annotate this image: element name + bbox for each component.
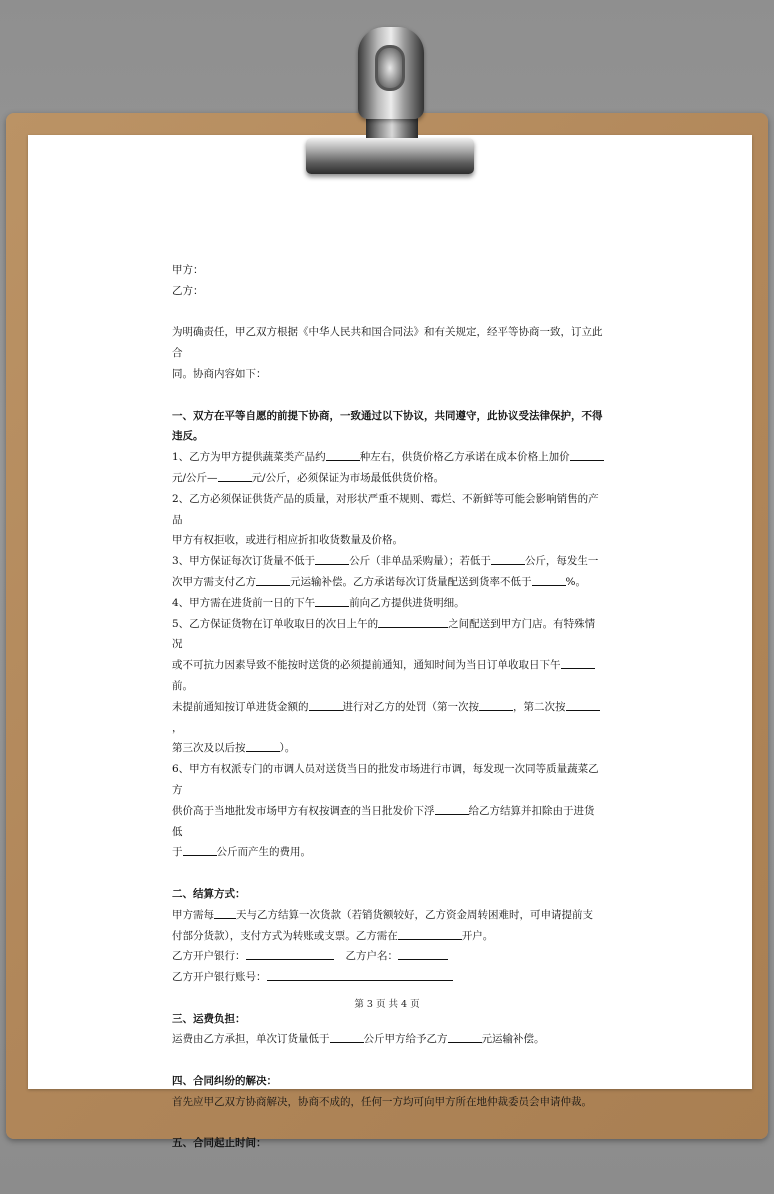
- party-a-line: 甲方：: [172, 264, 204, 276]
- section-1-title: 一、双方在平等自愿的前提下协商，一致通过以下协议，共同遵守，此协议受法律保护，不得: [172, 409, 603, 422]
- clause-2-cont: 甲方有权拒收，或进行相应折扣收货数量及价格。: [172, 534, 403, 547]
- preamble-line: 同。协商内容如下：: [172, 367, 267, 380]
- clause-1: 1、乙方为甲方提供蔬菜类产品约 种左右，供货价格乙方承诺在成本价格上加价: [172, 447, 604, 468]
- clause-2: 2、乙方必须保证供货产品的质量，对形状严重不规则、霉烂、不新鲜等可能会影响销售的产品: [172, 492, 599, 526]
- clause-3-cont: 次甲方需支付乙方 元运输补偿。乙方承诺每次订货量配送到货率不低于 %。: [172, 572, 604, 593]
- bank-line: 乙方开户银行： 乙方户名：: [172, 946, 604, 967]
- clause-6-cont: 于 公斤而产生的费用。: [172, 842, 604, 863]
- clause-6: 6、甲方有权派专门的市调人员对送货当日的批发市场进行市调，每发现一次同等质量蔬菜乙方: [172, 763, 599, 796]
- watermark: [91, 462, 126, 497]
- clause-5: 5、乙方保证货物在订单收取日的次日上午的 之间配送到甲方门店。有特殊情况: [172, 614, 604, 656]
- section-1-title: 违反。: [172, 430, 204, 443]
- section-2-title: 二、结算方式：: [172, 887, 246, 900]
- settlement-line: 付部分货款），支付方式为转账或支票。乙方需在 开户。: [172, 926, 604, 947]
- section-5-title: 五、合同起止时间：: [172, 1137, 267, 1150]
- clause-4: 4、甲方需在进货前一日的下午 前向乙方提供进货明细。: [172, 593, 604, 614]
- section-4-title: 四、合同纠纷的解决：: [172, 1075, 277, 1088]
- preamble-line: 为明确责任，甲乙双方根据《中华人民共和国合同法》和有关规定，经平等协商一致，订立此合: [172, 326, 603, 360]
- clause-5-cont: 第三次及以后按 ）。: [172, 738, 604, 759]
- clip-hole: [375, 45, 405, 91]
- clause-6-cont: 供价高于当地批发市场甲方有权按调查的当日批发价下浮 给乙方结算并扣除由于进货低: [172, 801, 604, 843]
- clause-3: 3、甲方保证每次订货量不低于 公斤（非单品采购量）；若低于 公斤，每发生一: [172, 551, 604, 572]
- freight-line: 运费由乙方承担，单次订货量低于 公斤甲方给予乙方 元运输补偿。: [172, 1029, 604, 1050]
- dispute-line: 首先应甲乙双方协商解决，协商不成的，任何一方均可向甲方所在地仲裁委员会申请仲裁。: [172, 1095, 592, 1108]
- section-3-title: 三、运费负担：: [172, 1012, 246, 1025]
- clip-bar: [306, 138, 474, 174]
- clause-5-cont: 或不可抗力因素导致不能按时送货的必须提前通知，通知时间为当日订单收取日下午前。: [172, 655, 604, 697]
- account-line: 乙方开户银行账号：: [172, 967, 604, 988]
- party-b-line: 乙方：: [172, 284, 204, 297]
- page-number: 第 3 页 共 4 页: [354, 999, 420, 1010]
- settlement-line: 甲方需每 天与乙方结算一次货款（若销货额较好，乙方资金周转困难时，可申请提前支: [172, 905, 604, 926]
- clause-5-cont: 未提前通知按订单进货金额的 进行对乙方的处罚（第一次按 ，第二次按，: [172, 697, 604, 739]
- contract-body: [172, 260, 604, 1154]
- clause-1-cont: 元/公斤— 元/公斤，必须保证为市场最低供货价格。: [172, 468, 604, 489]
